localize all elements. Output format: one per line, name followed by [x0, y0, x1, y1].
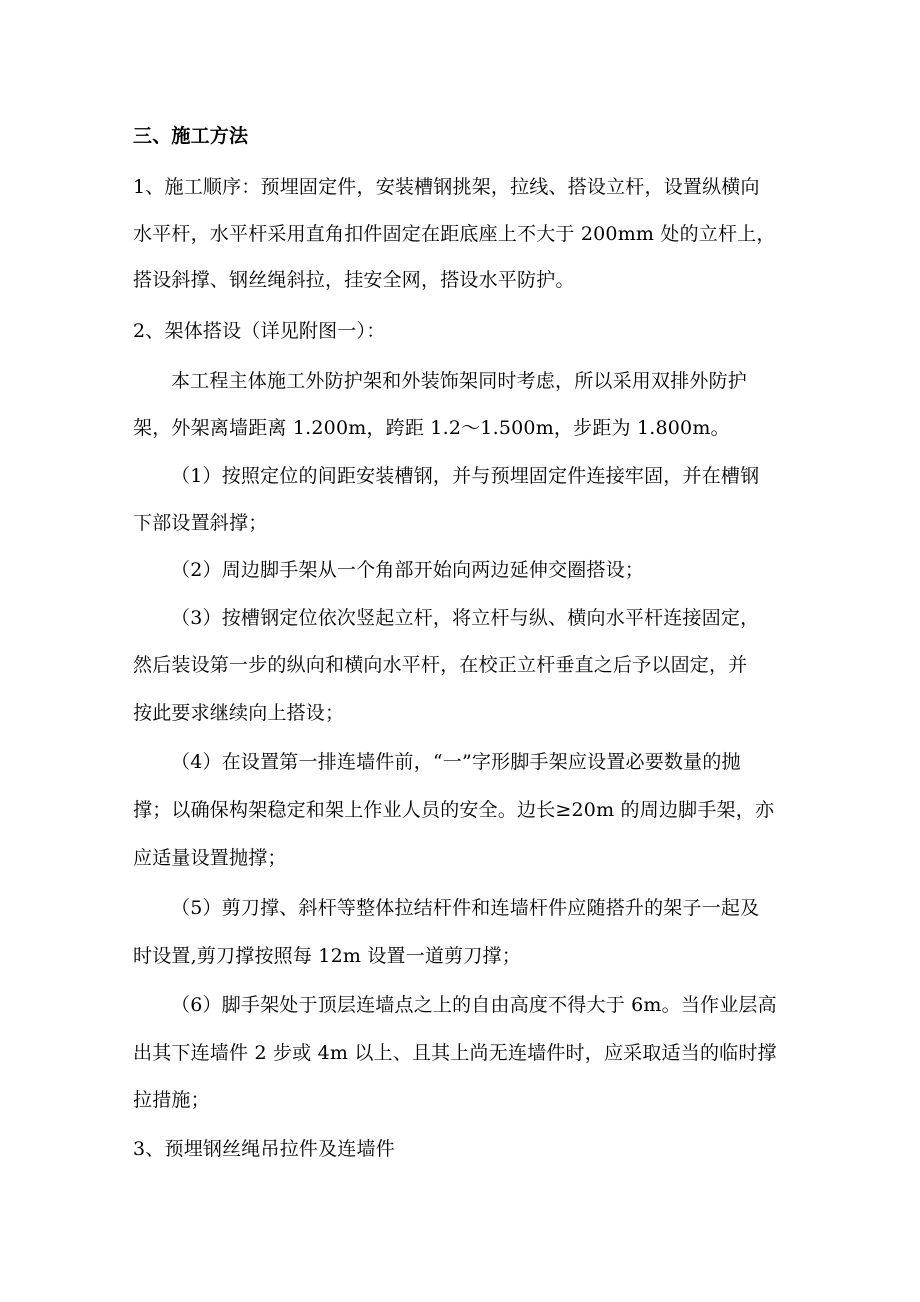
list-item-line: （5）剪刀撑、斜杆等整体拉结杆件和连墙杆件应随搭升的架子一起及 [171, 897, 760, 919]
list-item-line: 撑；以确保构架稳定和架上作业人员的安全。边长≥20m 的周边脚手架，亦 [133, 799, 775, 821]
list-item-line: 应适量设置抛撑； [133, 847, 287, 869]
paragraph-line: 架，外架离墙距离 1.200m，跨距 1.2～1.500m，步距为 1.800m。 [133, 417, 730, 439]
list-item-line: （4）在设置第一排连墙件前，“一”字形脚手架应设置必要数量的抛 [171, 751, 741, 773]
list-item-line: 时设置,剪刀撑按照每 12m 设置一道剪刀撑； [133, 945, 521, 967]
list-item-line: （6）脚手架处于顶层连墙点之上的自由高度不得大于 6m。当作业层高 [171, 994, 777, 1016]
paragraph-line: 水平杆，水平杆采用直角扣件固定在距底座上不大于 200mm 处的立杆上， [133, 223, 776, 245]
list-item-line: （3）按槽钢定位依次竖起立杆，将立杆与纵、横向水平杆连接固定， [171, 607, 760, 629]
subsection-heading: 2、架体搭设（详见附图一）： [133, 320, 386, 342]
list-item-line: 然后装设第一步的纵向和横向水平杆，在校正立杆垂直之后予以固定，并 [133, 654, 748, 676]
paragraph-line: 1、施工顺序：预埋固定件，安装槽钢挑架，拉线、搭设立杆，设置纵横向 [133, 176, 760, 198]
paragraph-line: 搭设斜撑、钢丝绳斜拉，挂安全网，搭设水平防护。 [133, 269, 575, 291]
list-item-line: 下部设置斜撑； [133, 512, 268, 534]
paragraph-line: 本工程主体施工外防护架和外装饰架同时考虑，所以采用双排外防护 [171, 370, 748, 392]
section-heading: 三、施工方法 [133, 125, 249, 147]
list-item-line: （2）周边脚手架从一个角部开始向两边延伸交圈搭设； [171, 559, 645, 581]
subsection-heading: 3、预埋钢丝绳吊拉件及连墙件 [133, 1138, 395, 1160]
list-item-line: 拉措施； [133, 1089, 210, 1111]
list-item-line: 按此要求继续向上搭设； [133, 702, 345, 724]
list-item-line: 出其下连墙件 2 步或 4m 以上、且其上尚无连墙件时，应采取适当的临时撑 [133, 1042, 777, 1064]
list-item-line: （1）按照定位的间距安装槽钢，并与预埋固定件连接牢固，并在槽钢 [171, 465, 760, 487]
